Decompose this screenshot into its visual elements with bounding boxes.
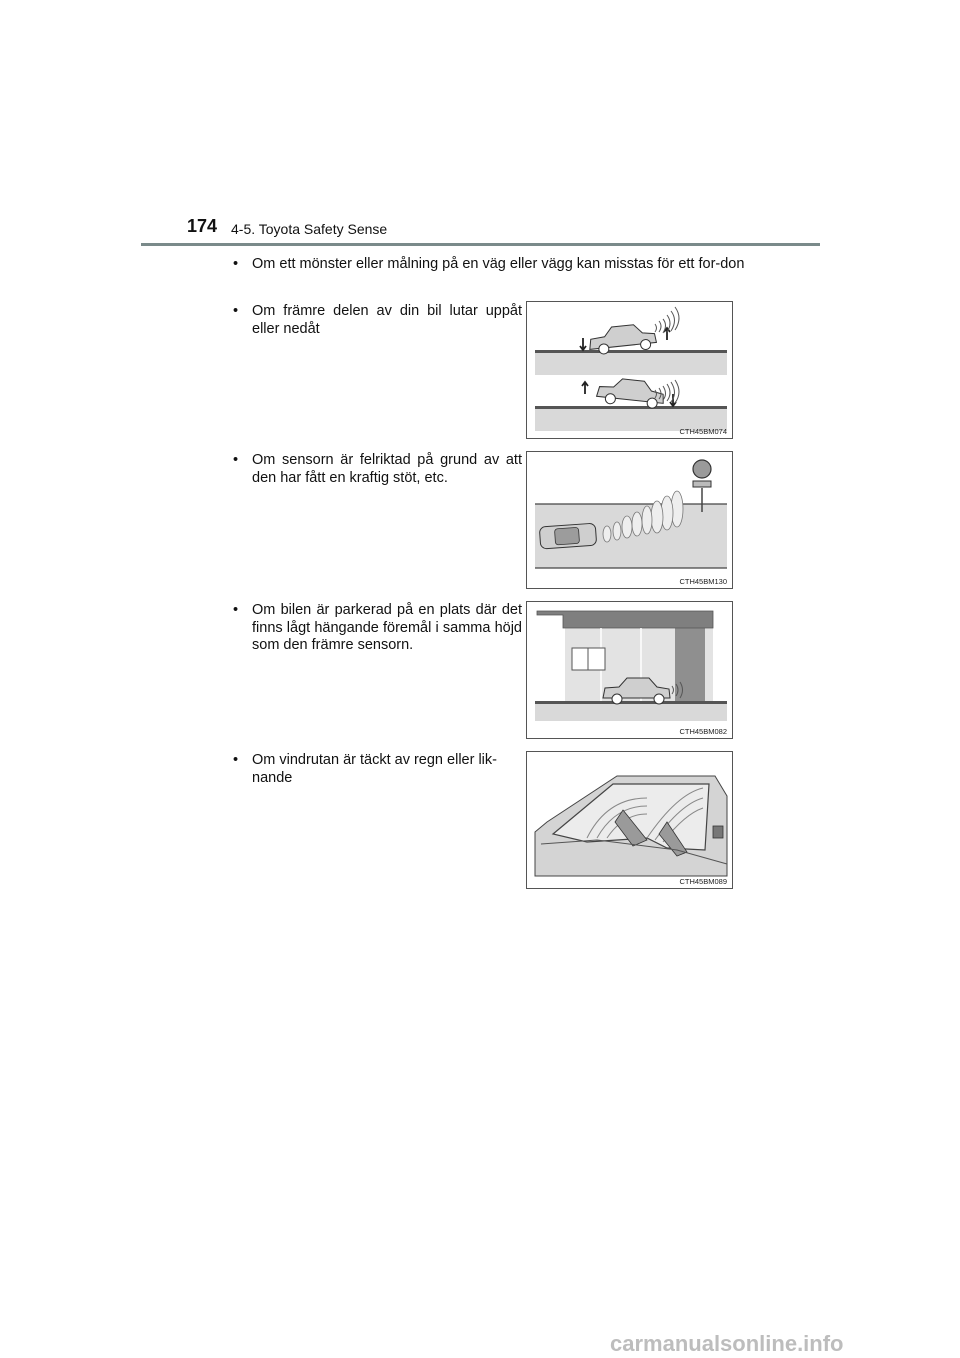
- figure-car-tilt: [526, 301, 733, 439]
- watermark-text: carmanualsonline.info: [610, 1331, 844, 1356]
- figure-code: CTH45BM082: [679, 727, 727, 736]
- figure-wet-windshield: [526, 751, 733, 889]
- header-divider: [141, 243, 820, 246]
- bullet-marker: •: [233, 452, 239, 468]
- low-overhang-illustration: [527, 602, 732, 738]
- figure-code: CTH45BM130: [679, 577, 727, 586]
- car-tilt-illustration: [527, 302, 732, 438]
- bullet-marker: •: [233, 303, 239, 319]
- bullet-text: Om främre delen av din bil lutar uppåt eller nedåt: [252, 303, 522, 337]
- bullet-item: [233, 452, 522, 487]
- bullet-text: Om bilen är parkerad på en plats där det finns lågt hängande föremål i samma höjd som den främre sensorn.: [252, 602, 522, 653]
- bullet-text: Om sensorn är felriktad på grund av att den har fått en kraftig stöt, etc.: [252, 452, 522, 486]
- section-title: 4-5. Toyota Safety Sense: [231, 221, 388, 237]
- bullet-item: [233, 256, 777, 274]
- sensor-misaligned-illustration: [527, 452, 732, 588]
- bullet-text: Om vindrutan är täckt av regn eller lik-nande: [252, 752, 497, 786]
- figure-low-overhang: [526, 601, 733, 739]
- bullet-text: Om ett mönster eller målning på en väg eller vägg kan misstas för ett for-don: [252, 256, 745, 272]
- bullet-marker: •: [233, 602, 239, 618]
- bullet-item: [233, 602, 522, 655]
- page-number: 174: [187, 216, 218, 236]
- bullet-marker: •: [233, 256, 239, 272]
- figure-code: CTH45BM089: [679, 877, 727, 886]
- figure-code: CTH45BM074: [679, 427, 727, 436]
- bullet-marker: •: [233, 752, 239, 768]
- bullet-item: [233, 303, 522, 338]
- bullet-item: [233, 752, 522, 787]
- figure-sensor-misaligned: [526, 451, 733, 589]
- wet-windshield-illustration: [527, 752, 732, 888]
